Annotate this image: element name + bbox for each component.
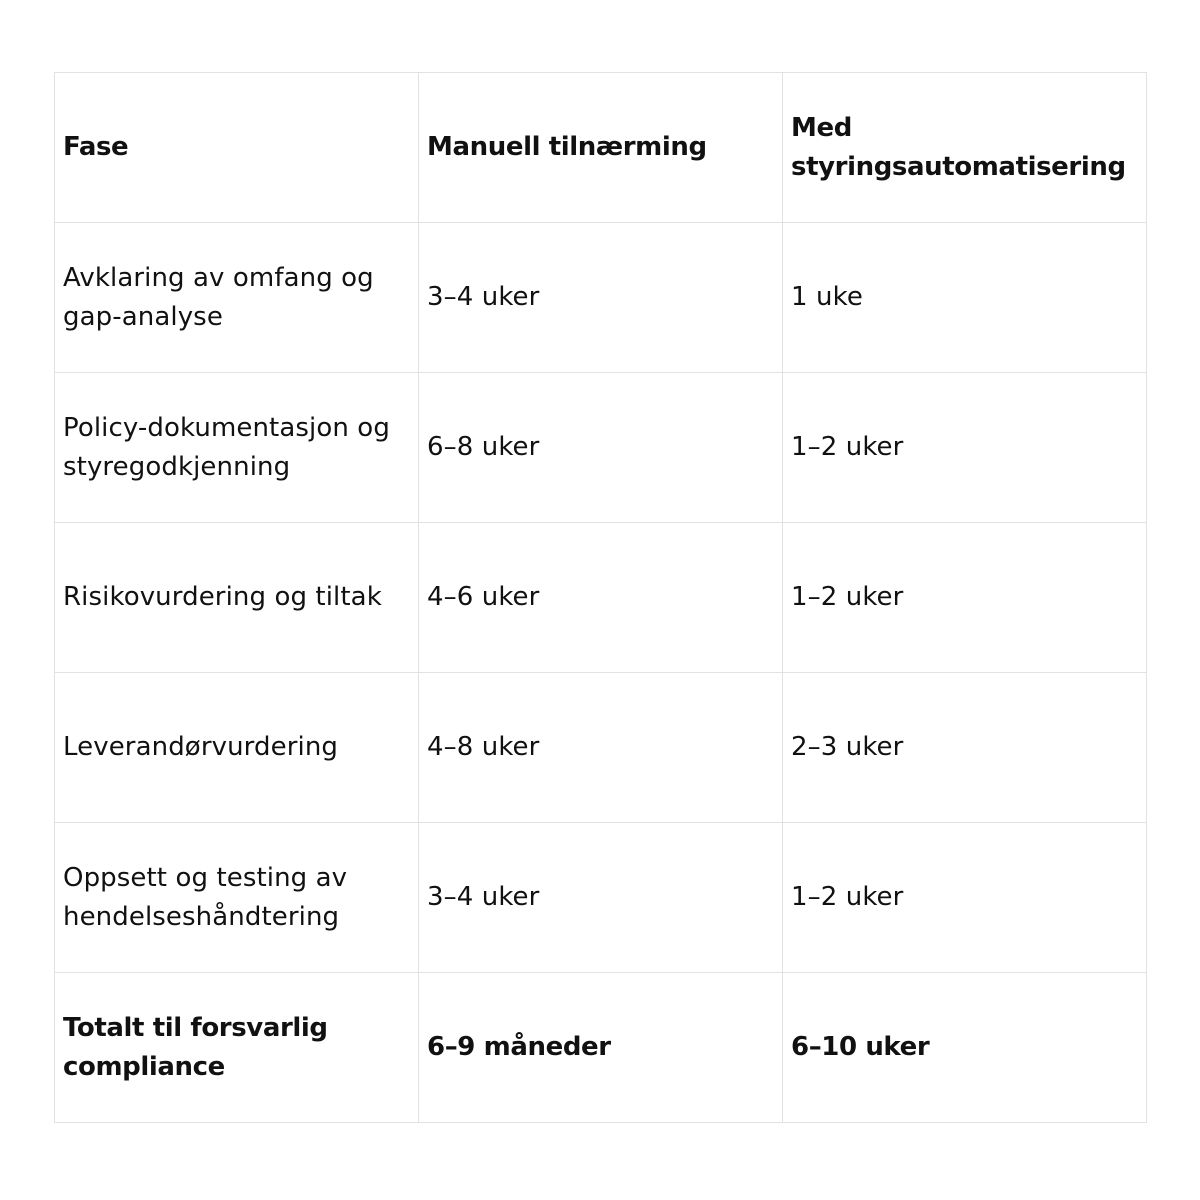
phase-cell: Avklaring av omfang og gap-analyse xyxy=(55,223,419,373)
manual-cell: 4–6 uker xyxy=(419,523,783,673)
automation-cell: 1–2 uker xyxy=(783,373,1147,523)
table-row xyxy=(55,373,1147,523)
phase-cell: Risikovurdering og tiltak xyxy=(55,523,419,673)
table-row xyxy=(55,673,1147,823)
automation-cell: 1 uke xyxy=(783,223,1147,373)
header-phase: Fase xyxy=(55,73,419,223)
total-automation-cell: 6–10 uker xyxy=(783,973,1147,1123)
comparison-table-container xyxy=(54,72,1146,1123)
automation-cell: 1–2 uker xyxy=(783,523,1147,673)
phase-cell: Policy-dokumentasjon og styregodkjenning xyxy=(55,373,419,523)
manual-cell: 4–8 uker xyxy=(419,673,783,823)
manual-cell: 6–8 uker xyxy=(419,373,783,523)
table-row xyxy=(55,823,1147,973)
total-label-cell: Totalt til forsvarlig compliance xyxy=(55,973,419,1123)
automation-cell: 1–2 uker xyxy=(783,823,1147,973)
table-row xyxy=(55,523,1147,673)
comparison-table xyxy=(54,72,1147,1123)
manual-cell: 3–4 uker xyxy=(419,223,783,373)
header-automation: Med styringsautomatisering xyxy=(783,73,1147,223)
table-header-row xyxy=(55,73,1147,223)
manual-cell: 3–4 uker xyxy=(419,823,783,973)
phase-cell: Leverandørvurdering xyxy=(55,673,419,823)
phase-cell: Oppsett og testing av hendelseshåndtering xyxy=(55,823,419,973)
total-manual-cell: 6–9 måneder xyxy=(419,973,783,1123)
total-row xyxy=(55,973,1147,1123)
table-row xyxy=(55,223,1147,373)
header-manual: Manuell tilnærming xyxy=(419,73,783,223)
automation-cell: 2–3 uker xyxy=(783,673,1147,823)
